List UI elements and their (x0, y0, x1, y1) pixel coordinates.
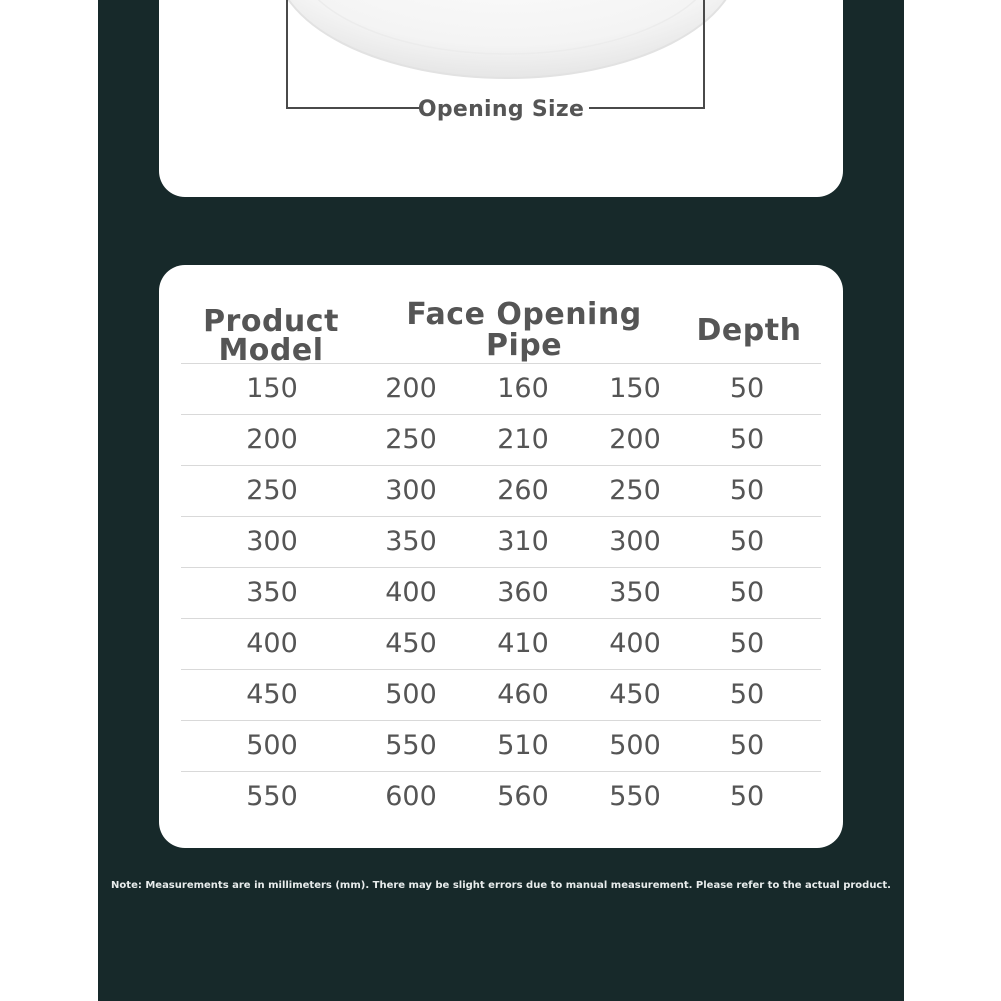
cell-pipe: 550 (609, 781, 661, 812)
header-product-model-line1: Product (203, 304, 339, 339)
table-row (181, 618, 821, 669)
cell-opening: 510 (497, 730, 549, 761)
opening-size-label: Opening Size (417, 97, 585, 122)
cell-pipe: 400 (609, 628, 661, 659)
cell-face: 550 (385, 730, 437, 761)
fixture-shape (275, 0, 739, 78)
table-row (181, 720, 821, 771)
header-pipe: Pipe (485, 328, 563, 363)
cell-model: 500 (246, 730, 298, 761)
table-body (181, 363, 821, 822)
cell-face: 200 (385, 373, 437, 404)
spec-table-card (159, 265, 843, 848)
cell-pipe: 350 (609, 577, 661, 608)
cell-opening: 360 (497, 577, 549, 608)
cell-opening: 310 (497, 526, 549, 557)
diagram-card (159, 0, 843, 197)
cell-model: 450 (246, 679, 298, 710)
table-row (181, 567, 821, 618)
measurement-note: Note: Measurements are in millimeters (mm). There may be slight errors due to manual measurement. Please refer to the actual product. (111, 880, 891, 891)
cell-pipe: 250 (609, 475, 661, 506)
cell-depth: 50 (729, 577, 765, 608)
cell-depth: 50 (729, 679, 765, 710)
table-row (181, 669, 821, 720)
cell-depth: 50 (729, 424, 765, 455)
table-row (181, 465, 821, 516)
header-depth: Depth (696, 313, 802, 348)
cell-depth: 50 (729, 526, 765, 557)
cell-model: 200 (246, 424, 298, 455)
cell-model: 250 (246, 475, 298, 506)
cell-pipe: 500 (609, 730, 661, 761)
header-product-model-line2: Model (218, 333, 324, 368)
header-face-opening: Face Opening (406, 297, 642, 332)
cell-model: 350 (246, 577, 298, 608)
cell-face: 600 (385, 781, 437, 812)
header-product-model (195, 304, 347, 368)
cell-depth: 50 (729, 730, 765, 761)
cell-opening: 410 (497, 628, 549, 659)
cell-model: 400 (246, 628, 298, 659)
cell-depth: 50 (729, 373, 765, 404)
cell-depth: 50 (729, 781, 765, 812)
cell-face: 350 (385, 526, 437, 557)
cell-face: 500 (385, 679, 437, 710)
cell-depth: 50 (729, 475, 765, 506)
cell-opening: 460 (497, 679, 549, 710)
cell-pipe: 200 (609, 424, 661, 455)
cell-model: 550 (246, 781, 298, 812)
header-face-opening-pipe (389, 299, 659, 361)
table-row (181, 363, 821, 414)
cell-face: 400 (385, 577, 437, 608)
cell-depth: 50 (729, 628, 765, 659)
cell-pipe: 300 (609, 526, 661, 557)
cell-opening: 560 (497, 781, 549, 812)
cell-opening: 160 (497, 373, 549, 404)
cell-face: 450 (385, 628, 437, 659)
cell-pipe: 150 (609, 373, 661, 404)
cell-opening: 260 (497, 475, 549, 506)
cell-model: 300 (246, 526, 298, 557)
cell-pipe: 450 (609, 679, 661, 710)
cell-model: 150 (246, 373, 298, 404)
table-row (181, 771, 821, 822)
table-row (181, 516, 821, 567)
cell-face: 300 (385, 475, 437, 506)
table-row (181, 414, 821, 465)
cell-opening: 210 (497, 424, 549, 455)
cell-face: 250 (385, 424, 437, 455)
